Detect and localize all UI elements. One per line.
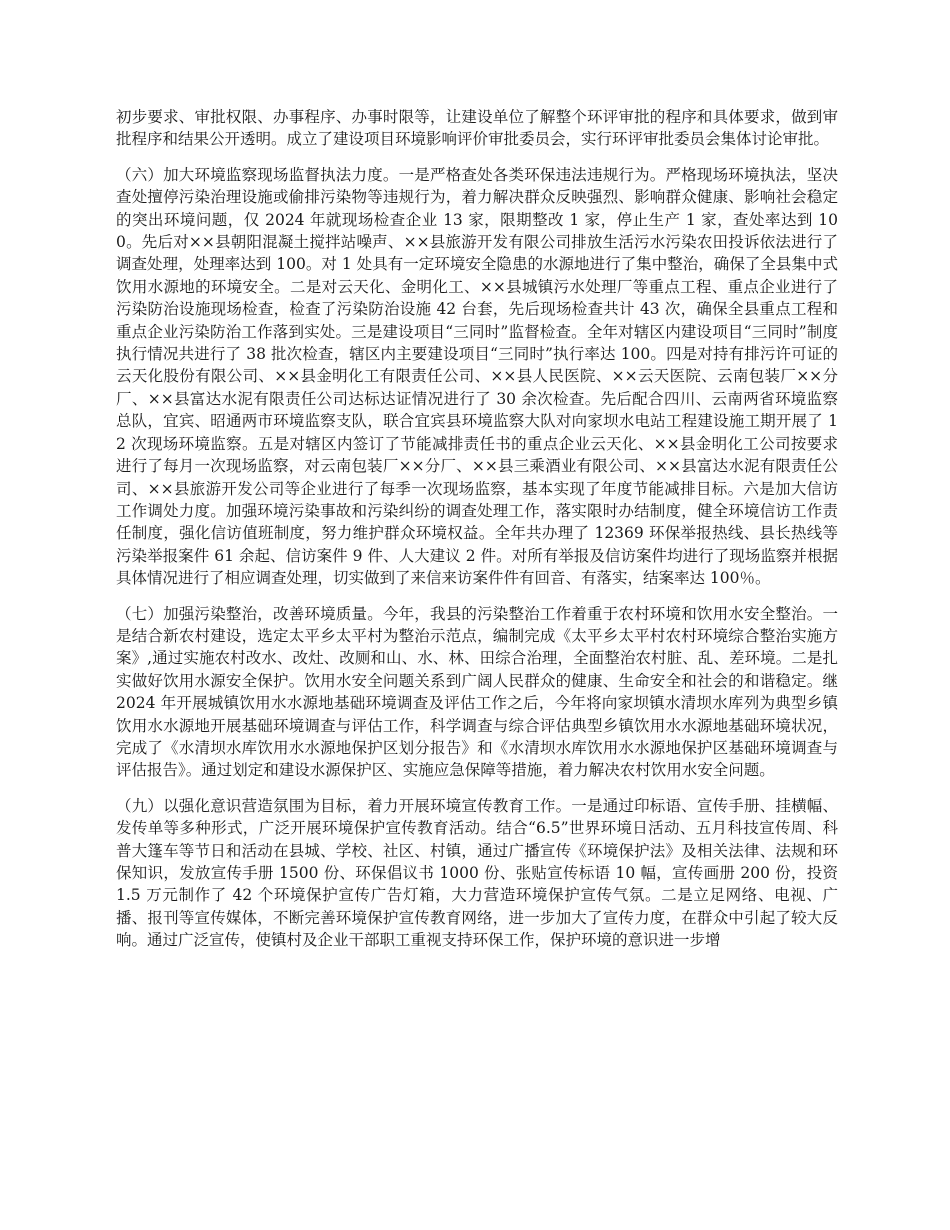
paragraph-review-procedures: 初步要求、审批权限、办事程序、办事时限等，让建设单位了解整个环评审批的程序和具体要求，做到审批程序和结果公开透明。成立了建设项目环境影响评价审批委员会，实行环评审批委员会集体讨论审批。 <box>116 108 838 149</box>
paragraph-section-7-pollution-control: （七）加强污染整治，改善环境质量。今年，我县的污染整治工作着重于农村环境和饮用水安全整治。一是结合新农村建设，选定太平乡太平村为整治示范点，编制完成《太平乡太平村农村环境综合整治实施方案》,通过实施农村改水、改灶、改厕和山、水、林、田综合治理，全面整治农村脏、乱、差环境。二是扎实做好饮用水源安全保护。饮用水安全问题关系到广阔人民群众的健康、生命安全和社会的和谐稳定。继 2024 年开展城镇饮用水水源地基础环境调查及评估工作之后，今年将向家坝镇水清坝水库列为典型乡镇饮用水水源地开展基础环境调查与评估工作，科学调查与综合评估典型乡镇饮用水水源地基础环境状况，完成了《水清坝水库饮用水水源地保护区划分报告》和《水清坝水库饮用水水源地保护区基础环境调查与评估报告》。通过划定和建设水源保护区、实施应急保障等措施，着力解决农村饮用水安全问题。 <box>116 604 838 780</box>
document-page <box>116 106 838 965</box>
paragraph-section-9-publicity: （九）以强化意识营造氛围为目标，着力开展环境宣传教育工作。一是通过印标语、宣传手册、挂横幅、发传单等多种形式，广泛开展环境保护宣传教育活动。结合“6.5”世界环境日活动、五月科技宣传周、科普大篷车等节日和活动在县城、学校、社区、村镇，通过广播宣传《环境保护法》及相关法律、法规和环保知识，发放宣传手册 1500 份、环保倡议书 1000 份、张贴宣传标语 10 幅，宣传画册 200 份，投资 1.5 万元制作了 42 个环境保护宣传广告灯箱，大力营造环境保护宣传气氛。二是立足网络、电视、广播、报刊等宣传媒体，不断完善环境保护宣传教育网络，进一步加大了宣传力度，在群众中引起了较大反响。通过广泛宣传，使镇村及企业干部职工重视支持环保工作，保护环境的意识进一步增 <box>116 796 838 950</box>
paragraph-section-6-enforcement: （六）加大环境监察现场监督执法力度。一是严格查处各类环保违法违规行为。严格现场环境执法，坚决查处擅停污染治理设施或偷排污染物等违规行为，着力解决群众反映强烈、影响群众健康、影响社会稳定的突出环境问题，仅 2024 年就现场检查企业 13 家，限期整改 1 家，停止生产 1 家，查处率达到 100。先后对××县朝阳混凝土搅拌站噪声、××县旅游开发有限公司排放生活污水污染农田投诉依法进行了调查处理，处理率达到 100。对 1 处具有一定环境安全隐患的水源地进行了集中整治，确保了全县集中式饮用水源地的环境安全。二是对云天化、金明化工、××县城镇污水处理厂等重点工程、重点企业进行了污染防治设施现场检查，检查了污染防治设施 42 台套，先后现场检查共计 43 次，确保全县重点工程和重点企业污染防治工作落到实处。三是建设项目“三同时”监督检查。全年对辖区内建设项目“三同时”制度执行情况共进行了 38 批次检查，辖区内主要建设项目“三同时”执行率达 100。四是对持有排污许可证的云天化股份有限公司、××县金明化工有限责任公司、××县人民医院、××云天医院、云南包装厂××分厂、××县富达水泥有限责任公司达标达证情况进行了 30 余次检查。先后配合四川、云南两省环境监察总队，宜宾、昭通两市环境监察支队，联合宜宾县环境监察大队对向家坝水电站工程建设施工期开展了 12 次现场环境监察。五是对辖区内签订了节能减排责任书的重点企业云天化、××县金明化工公司按要求进行了每月一次现场监察，对云南包装厂××分厂、××县三乘酒业有限公司、××县富达水泥有限责任公司、××县旅游开发公司等企业进行了每季一次现场监察，基本实现了年度节能减排目标。六是加大信访工作调处力度。加强环境污染事故和污染纠纷的调查处理工作，落实限时办结制度，健全环境信访工作责任制度，强化信访值班制度，努力维护群众环境权益。全年共办理了 12369 环保举报热线、县长热线等污染举报案件 61 余起、信访案件 9 件、人大建议 2 件。对所有举报及信访案件均进行了现场监察并根据具体情况进行了相应调查处理，切实做到了来信来访案件件有回音、有落实，结案率达 100％。 <box>116 165 838 588</box>
